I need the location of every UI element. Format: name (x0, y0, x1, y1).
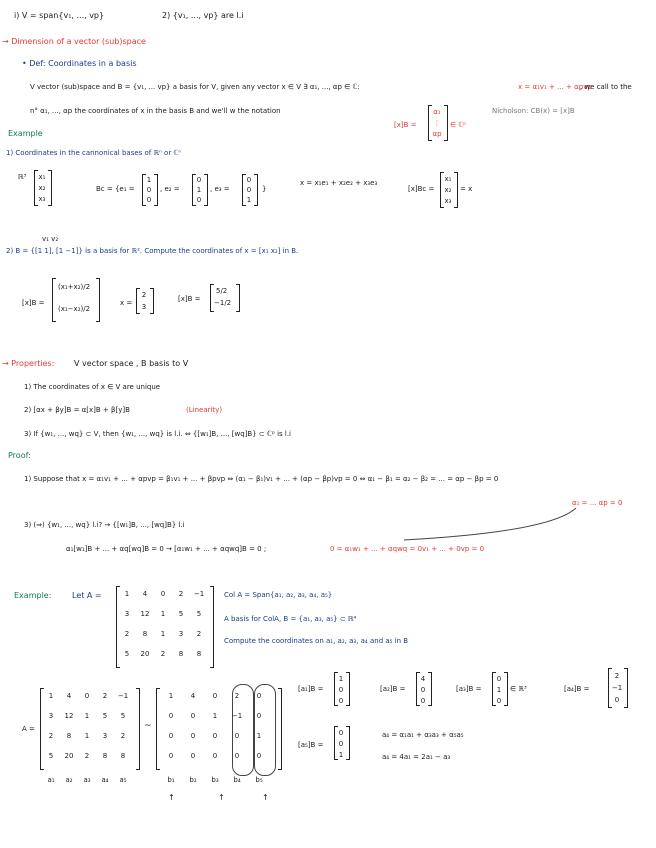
let-a-label: Let A = (72, 591, 102, 600)
property-3: 3) If {w₁, ..., wq} ⊂ V, then {w₁, ..., wq} is l.i. ⇔ {[w₁]B, ..., [wq]B} ⊂ ℂᵖ is l.i (24, 430, 291, 438)
reduced-column-label: b₁ (167, 776, 175, 784)
basis-close: } (262, 185, 267, 193)
reduced-matrix-entry: 4 (190, 692, 196, 700)
reduced-matrix-entry: 0 (256, 752, 262, 760)
matrix-a-bottom-entry: 1 (48, 692, 54, 700)
proof-label: Proof: (8, 451, 31, 460)
matrix-a-bottom-entry: 5 (102, 712, 108, 720)
basis-vector-labels: v₁ v₂ (42, 235, 59, 243)
e2-label: , e₂ = (160, 185, 180, 193)
xbc-entry: x₁ (444, 175, 452, 183)
xb2-label: [x]B = (178, 295, 201, 303)
matrix-a-bottom-entry: 5 (48, 752, 54, 760)
reduced-matrix-entry: 1 (168, 692, 174, 700)
matrix-a-bottom-entry: 2 (102, 692, 108, 700)
column-label: a₄ (101, 776, 109, 784)
reduced-matrix-entry: 0 (234, 732, 240, 740)
matrix-a-entry: 4 (142, 590, 148, 598)
a1b-entry: 0 (338, 686, 344, 694)
reduced-matrix-entry: 0 (256, 692, 262, 700)
a5b-entry: 1 (338, 751, 344, 759)
property-2: 2) [αx + βy]B = α[x]B + β[y]B (24, 406, 130, 414)
xb-entry: (x₁−x₂)/2 (58, 305, 91, 313)
reduced-matrix-entry: 0 (212, 732, 218, 740)
matrix-a-bottom-entry: −1 (117, 692, 129, 700)
matrix-a-entry: −1 (193, 590, 205, 598)
matrix-a-bottom-entry: 20 (64, 752, 74, 760)
xbc-entry: x₃ (444, 197, 452, 205)
definition-text-1a: V vector (sub)space and B = {v₁, ... vp} a basis for V, given any vector x ∈ V ∃ α₁, ..., αp ∈ ℂ: (30, 83, 360, 91)
matrix-a-entry: 20 (140, 650, 150, 658)
reduced-column-label: b₂ (189, 776, 197, 784)
a1b-label: [a₁]B = (298, 685, 324, 693)
canonical-basis-label: Bc = {e₁ = (96, 185, 135, 193)
column-label: a₃ (83, 776, 91, 784)
xbc-label: [x]Bc = (408, 185, 435, 193)
reduced-matrix-entry: −1 (231, 712, 243, 720)
e2-entry: 1 (196, 186, 202, 194)
nicholson-note: Nicholson: CB(x) = [x]B (492, 107, 575, 115)
x-entry: x₃ (38, 195, 46, 203)
matrix-a-entry: 2 (178, 590, 184, 598)
a1b-entry: 1 (338, 675, 344, 683)
e1-entry: 1 (146, 176, 152, 184)
matrix-a-bottom-entry: 5 (120, 712, 126, 720)
reduced-matrix-entry: 0 (168, 712, 174, 720)
pivot-arrow-1: ↑ (168, 793, 175, 802)
definition-text-2: n° α₁, ..., αp the coordinates of x in the basis B and we'll w the notation (30, 107, 281, 115)
a4-equation-2: a₄ = 4a₁ = 2a₁ − a₃ (382, 753, 451, 761)
reduced-matrix-entry: 0 (212, 692, 218, 700)
e1-entry: 0 (146, 186, 152, 194)
example-item-1: 1) Coordinates in the cannonical bases of ℝⁿ or ℂⁿ (6, 149, 182, 157)
xb-label: [x]B = (22, 299, 45, 307)
in-r3: ∈ ℝ³ (510, 685, 527, 693)
a4b-entry: 2 (614, 672, 620, 680)
reduced-column-label: b₅ (255, 776, 263, 784)
a4b-label: [a₄]B = (564, 685, 590, 693)
proof-note: α₁ = ... αp = 0 (572, 499, 623, 507)
property-1: 1) The coordinates of x ∈ V are unique (24, 383, 161, 391)
matrix-a-entry: 5 (124, 650, 130, 658)
proof-line-1: 1) Suppose that x = α₁v₁ + ... + αpvp = β₁v₁ + ... + βpvp ⇔ (α₁ − β₁)v₁ + ... + (αp − βp)vp = 0 ⇔ α₁ − β₁ = α₂ − β₂ = ... = αp − βp = 0 (24, 475, 499, 483)
reduced-matrix-entry: 1 (212, 712, 218, 720)
matrix-a-bottom-entry: 8 (102, 752, 108, 760)
pivot-arrow-2: ↑ (218, 793, 225, 802)
matrix-a-entry: 8 (196, 650, 202, 658)
column-label: a₅ (119, 776, 127, 784)
a3b-label: [a₃]B = (456, 685, 482, 693)
reduced-matrix-entry: 0 (212, 752, 218, 760)
e3-entry: 0 (246, 176, 252, 184)
reduced-matrix-entry: 0 (190, 712, 196, 720)
a2b-entry: 0 (420, 697, 426, 705)
a1b-entry: 0 (338, 697, 344, 705)
reduced-matrix-entry: 0 (168, 732, 174, 740)
proof-line-4b: 0 = α₁w₁ + ... + αqwq = 0v₁ + ... + 0vp = 0 (330, 545, 485, 553)
e2-entry: 0 (196, 176, 202, 184)
a3b-entry: 0 (496, 697, 502, 705)
definition-label: • Def: Coordinates in a basis (22, 59, 137, 68)
proof-line-3: 3) (⇒) {w₁, ..., wq} l.i? → {[w₁]B, ..., [wq]B} l.i (24, 521, 185, 529)
matrix-a-entry: 1 (160, 630, 166, 638)
matrix-a-entry: 2 (160, 650, 166, 658)
notation-entry: α₁ (433, 108, 441, 116)
a3b-entry: 0 (496, 675, 502, 683)
notation-entry: αp (432, 130, 442, 138)
matrix-a-entry: 1 (160, 610, 166, 618)
section-heading-dimension: → Dimension of a vector (sub)space (2, 37, 146, 46)
reduced-matrix-entry: 2 (234, 692, 240, 700)
matrix-a-bottom-entry: 2 (120, 732, 126, 740)
reduced-matrix-entry: 0 (256, 712, 262, 720)
top-line-2: 2) {v₁, ..., vp} are l.i (162, 11, 244, 20)
definition-text-1b: x = α₁v₁ + ... + αpvp (518, 83, 592, 91)
matrix-a-entry: 8 (142, 630, 148, 638)
matrix-a-bottom-entry: 0 (84, 692, 90, 700)
e3-entry: 1 (246, 196, 252, 204)
matrix-a-bottom-entry: 2 (48, 732, 54, 740)
col-a-span: Col A = Span{a₁, a₂, a₃, a₄, a₅} (224, 591, 333, 599)
x-value-entry: 3 (141, 303, 147, 311)
definition-text-1c: , we call to the (580, 83, 632, 91)
x-value-entry: 2 (141, 291, 147, 299)
a2b-label: [a₂]B = (380, 685, 406, 693)
x-expansion: x = x₁e₁ + x₂e₂ + x₃e₃ (300, 179, 378, 187)
e3-entry: 0 (246, 186, 252, 194)
xbc-entry: x₂ (444, 186, 452, 194)
matrix-a-entry: 5 (196, 610, 202, 618)
notation-lhs: [x]B = (394, 121, 417, 129)
e1-entry: 0 (146, 196, 152, 204)
matrix-a-bottom-entry: 12 (64, 712, 74, 720)
matrix-a-entry: 8 (178, 650, 184, 658)
column-label: a₁ (47, 776, 55, 784)
matrix-a-bottom-entry: 3 (48, 712, 54, 720)
a4b-entry: −1 (611, 684, 623, 692)
pivot-arrow-3: ↑ (262, 793, 269, 802)
col-a-basis: A basis for ColA, B = {a₁, a₃, a₅} ⊂ ℝ⁴ (224, 615, 357, 623)
a4-equation-1: a₄ = α₁a₁ + α₃a₃ + α₅a₅ (382, 731, 464, 739)
top-line-1: i) V = span{v₁, ..., vp} (14, 11, 105, 20)
reduced-matrix-entry: 0 (168, 752, 174, 760)
example-label: Example (8, 129, 43, 138)
matrix-a-label: A = (22, 725, 35, 733)
reduced-matrix-entry: 1 (256, 732, 262, 740)
a5b-entry: 0 (338, 740, 344, 748)
column-label: a₂ (65, 776, 73, 784)
x-entry: x₂ (38, 184, 46, 192)
proof-line-4a: α₁[w₁]B + ... + αq[wq]B = 0 → [α₁w₁ + ... + αqwq]B = 0 ; (66, 545, 267, 553)
a5b-entry: 0 (338, 729, 344, 737)
row-equivalent-tilde: ~ (144, 721, 152, 731)
e3-label: , e₃ = (210, 185, 230, 193)
matrix-a-bottom-entry: 1 (84, 732, 90, 740)
a2b-entry: 0 (420, 686, 426, 694)
properties-heading-rest: V vector space , B basis to V (74, 359, 189, 368)
equals-x: = x (460, 185, 473, 193)
x-value-label: x = (120, 299, 133, 307)
xb2-entry: 5/2 (216, 287, 228, 295)
xb2-entry: −1/2 (214, 299, 232, 307)
example2-label: Example: (14, 591, 52, 600)
property-2-linearity: (Linearity) (186, 406, 223, 414)
matrix-a-bottom-entry: 8 (66, 732, 72, 740)
matrix-a-bottom-entry: 4 (66, 692, 72, 700)
compute-coordinates: Compute the coordinates on a₁, a₂, a₃, a₄ and a₅ in B (224, 637, 409, 645)
matrix-a-entry: 3 (124, 610, 130, 618)
properties-heading: → Properties: (2, 359, 55, 368)
reduced-matrix-entry: 0 (190, 752, 196, 760)
matrix-a-entry: 2 (196, 630, 202, 638)
matrix-a-entry: 2 (124, 630, 130, 638)
a3b-entry: 1 (496, 686, 502, 694)
r3-label: ℝ³ (18, 173, 27, 181)
a5b-label: [a₅]B = (298, 741, 324, 749)
matrix-a-entry: 12 (140, 610, 150, 618)
reduced-column-label: b₃ (211, 776, 219, 784)
reduced-column-label: b₄ (233, 776, 241, 784)
matrix-a-bottom-entry: 2 (84, 752, 90, 760)
notation-entry: ⋮ (433, 119, 441, 127)
matrix-a-bottom-entry: 8 (120, 752, 126, 760)
xb-entry: (x₁+x₂)/2 (58, 283, 91, 291)
matrix-a-entry: 1 (124, 590, 130, 598)
matrix-a-entry: 0 (160, 590, 166, 598)
example-item-2: 2) B = {[1 1], [1 −1]} is a basis for ℝ². Compute the coordinates of x = [x₁ x₂] in B. (6, 247, 299, 255)
e2-entry: 0 (196, 196, 202, 204)
x-entry: x₁ (38, 173, 46, 181)
proof-arrow-curve (400, 506, 580, 542)
notation-rhs: ∈ ℂᵖ (450, 121, 467, 129)
a2b-entry: 4 (420, 675, 426, 683)
matrix-a-bottom-entry: 1 (84, 712, 90, 720)
reduced-matrix-entry: 0 (190, 732, 196, 740)
matrix-a-entry: 3 (178, 630, 184, 638)
matrix-a-entry: 5 (178, 610, 184, 618)
matrix-a-bottom-entry: 3 (102, 732, 108, 740)
a4b-entry: 0 (614, 696, 620, 704)
reduced-matrix-entry: 0 (234, 752, 240, 760)
